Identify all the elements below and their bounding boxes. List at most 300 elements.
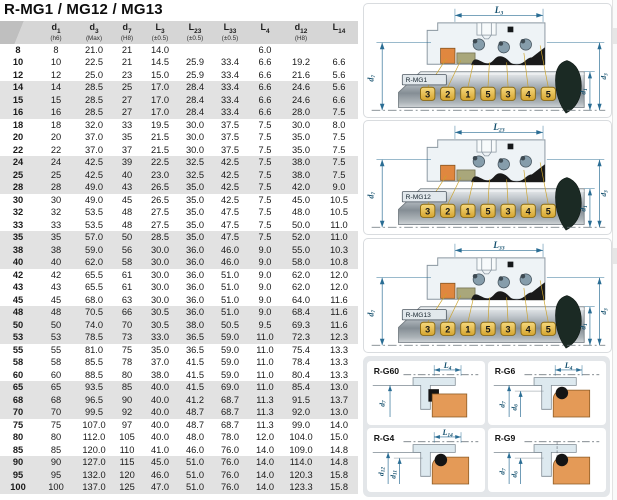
- dimension-cell: 62.0: [291, 282, 311, 293]
- dimension-cell: 85: [50, 444, 62, 455]
- dimension-cell: 14.0: [150, 44, 170, 55]
- dimension-cell: 59.0: [84, 244, 104, 255]
- dimension-cell: 37.5: [220, 119, 240, 130]
- dimension-cell: 80.4: [291, 369, 311, 380]
- svg-text:4: 4: [525, 206, 531, 217]
- dimension-cell: 12: [50, 69, 62, 80]
- dimension-cell: 49.0: [84, 194, 104, 205]
- dimension-cell: 109.0: [289, 444, 313, 455]
- table-row: [0, 119, 358, 132]
- dimension-cell: 38: [50, 244, 62, 255]
- svg-text:5: 5: [545, 324, 551, 335]
- svg-text:1: 1: [465, 89, 471, 100]
- dimension-cell: 21: [121, 57, 133, 68]
- dimension-cell: 11.0: [256, 344, 274, 355]
- svg-text:4: 4: [525, 324, 531, 335]
- dimension-cell: 68: [50, 394, 62, 405]
- dimension-cell: 41.2: [185, 394, 205, 405]
- dimension-cell: 11.0: [330, 219, 348, 230]
- dimension-cell: 95: [50, 469, 62, 480]
- dimensions-table: [0, 21, 358, 494]
- dimension-cell: 114.0: [289, 457, 313, 468]
- table-row: [0, 331, 358, 344]
- dimension-cell: 33.4: [220, 107, 240, 118]
- dimension-cell: 107.0: [82, 419, 106, 430]
- dimension-cell: 55.0: [291, 244, 311, 255]
- row-size-cell: 43: [12, 282, 24, 293]
- dimension-cell: 21.5: [150, 144, 170, 155]
- dimension-cell: 99.0: [291, 419, 311, 430]
- dimension-cell: 11.6: [330, 307, 348, 318]
- dimension-cell: 105: [119, 432, 135, 443]
- dimension-cell: 120: [119, 469, 135, 480]
- dimension-cell: 37.0: [150, 357, 170, 368]
- dimension-cell: 57.0: [84, 232, 104, 243]
- dimension-cell: 37.5: [220, 132, 240, 143]
- row-size-cell: 30: [12, 194, 24, 205]
- dimension-cell: 5.6: [332, 69, 346, 80]
- dimension-cell: 32.5: [185, 169, 205, 180]
- dimension-cell: 25: [121, 82, 133, 93]
- dimension-cell: 21.5: [150, 132, 170, 143]
- dimension-cell: 68.7: [220, 419, 240, 430]
- dimension-cell: 48.7: [185, 407, 205, 418]
- dimension-cell: 127.0: [82, 457, 106, 468]
- row-size-cell: 32: [12, 207, 24, 218]
- column-header: $d_7$ (H8): [112, 21, 142, 44]
- dimension-cell: 37: [121, 144, 133, 155]
- dimension-cell: 9.0: [258, 269, 272, 280]
- dimension-cell: 48.0: [185, 432, 205, 443]
- dimension-cell: 7.5: [258, 157, 272, 168]
- dimension-cell: 38.0: [291, 169, 311, 180]
- dimension-cell: 62.0: [291, 269, 311, 280]
- dimension-cell: 61: [121, 269, 133, 280]
- dimension-cell: 17.0: [150, 107, 170, 118]
- dim-d7-label: d7: [366, 192, 377, 199]
- dimension-cell: 12.0: [255, 432, 275, 443]
- table-row: [0, 69, 358, 82]
- dimension-cell: 32.5: [185, 157, 205, 168]
- dimension-cell: 48.0: [291, 207, 311, 218]
- dimension-cell: 78: [121, 357, 133, 368]
- dimension-cell: 33: [121, 119, 133, 130]
- dimension-cell: 92: [121, 407, 133, 418]
- dimension-cell: 75.4: [291, 344, 311, 355]
- dimension-cell: 37.5: [220, 144, 240, 155]
- row-size-cell: 14: [12, 82, 24, 93]
- table-row: [0, 444, 358, 457]
- svg-text:2: 2: [445, 324, 451, 335]
- svg-text:5: 5: [485, 89, 491, 100]
- dimension-cell: [178, 44, 212, 57]
- dimension-cell: 19.2: [291, 57, 311, 68]
- dimension-cell: 23.0: [150, 169, 170, 180]
- svg-text:3: 3: [425, 324, 431, 335]
- dimension-cell: 56: [121, 244, 133, 255]
- dim-d7-label: d7: [497, 468, 508, 475]
- dimension-cell: 36.0: [185, 282, 205, 293]
- dimension-cell: 11.0: [256, 357, 274, 368]
- dimension-cell: 70.5: [84, 307, 104, 318]
- dimension-cell: 20: [50, 132, 62, 143]
- dimension-cell: 33.0: [150, 332, 170, 343]
- dimension-cell: 132.0: [82, 469, 106, 480]
- dimension-cell: 33.4: [220, 57, 240, 68]
- svg-text:5: 5: [485, 324, 491, 335]
- row-size-cell: 20: [12, 132, 24, 143]
- dimension-cell: 26.5: [150, 182, 170, 193]
- dimension-cell: 24: [50, 157, 62, 168]
- dimension-cell: 68.0: [84, 294, 104, 305]
- dimension-cell: 76.0: [220, 482, 240, 493]
- dimension-cell: 46.0: [220, 244, 240, 255]
- dimension-cell: 27.5: [150, 207, 170, 218]
- dimension-cell: 78.4: [291, 357, 311, 368]
- dimension-cell: 80: [50, 432, 62, 443]
- seat-diagram-r-g4: [367, 428, 485, 492]
- dimension-cell: 49.0: [84, 182, 104, 193]
- column-header: $L_{33}$ (±0.5): [212, 21, 248, 44]
- dimension-cell: 46.0: [185, 444, 205, 455]
- dim-d1-label: d1: [578, 323, 589, 330]
- row-size-cell: 80: [12, 432, 24, 443]
- dimension-cell: 30.5: [150, 319, 170, 330]
- dim-d1-label: d1: [578, 88, 589, 95]
- row-size-cell: 24: [12, 157, 24, 168]
- dimension-cell: 23: [121, 69, 133, 80]
- dim-d11-label: d11: [388, 469, 399, 479]
- dimension-cell: 36.0: [185, 257, 205, 268]
- dimension-cell: 6.6: [332, 57, 346, 68]
- table-row: [0, 156, 358, 169]
- dimension-cell: 15: [50, 94, 62, 105]
- page-edge: [612, 0, 617, 500]
- dimension-cell: 51.0: [220, 269, 240, 280]
- dimension-cell: 68.7: [220, 394, 240, 405]
- seat-diagram-r-g9: [488, 428, 606, 492]
- dimension-cell: 25.9: [185, 69, 205, 80]
- dimension-cell: 45.0: [150, 457, 170, 468]
- table-row: [0, 244, 358, 257]
- dimension-cell: 22: [50, 144, 62, 155]
- row-size-cell: 65: [12, 382, 24, 393]
- dimension-cell: 17.0: [150, 82, 170, 93]
- dimension-cell: 11.0: [256, 332, 274, 343]
- dimension-cell: 125: [119, 482, 135, 493]
- table-row: [0, 369, 358, 382]
- dimension-cell: 75: [50, 419, 62, 430]
- dimension-cell: 9.0: [258, 257, 272, 268]
- svg-text:2: 2: [445, 89, 451, 100]
- dimension-cell: 30.0: [150, 244, 170, 255]
- dimension-cell: 68.4: [291, 307, 311, 318]
- seat-model-label: R-G60: [373, 365, 400, 376]
- dimension-cell: 30.0: [185, 119, 205, 130]
- svg-text:3: 3: [425, 89, 431, 100]
- dimension-cell: 40.0: [150, 419, 170, 430]
- dim-d6-label: d6: [509, 404, 520, 411]
- dimension-cell: 16: [50, 107, 62, 118]
- row-size-cell: 60: [12, 369, 24, 380]
- dimension-cell: 28.5: [84, 107, 104, 118]
- dimension-cell: 35.0: [150, 344, 170, 355]
- table-row: [0, 206, 358, 219]
- dimension-cell: 37.0: [84, 144, 104, 155]
- dimension-cell: 11.0: [330, 232, 348, 243]
- svg-text:4: 4: [525, 89, 531, 100]
- dimension-cell: 32: [50, 207, 62, 218]
- seal-model-label: R-MG12: [405, 194, 431, 202]
- seat-diagram-r-g6: [488, 361, 606, 425]
- table-row: [0, 169, 358, 182]
- dimension-cell: 81.0: [84, 344, 104, 355]
- dimension-cell: 27: [121, 107, 133, 118]
- dimension-cell: 35.0: [291, 132, 311, 143]
- dimension-cell: 11.0: [256, 369, 274, 380]
- dimension-cell: 30.0: [185, 132, 205, 143]
- column-header: $L_4$: [248, 21, 282, 44]
- dimension-cell: 9.0: [258, 244, 272, 255]
- dimension-cell: 11.3: [256, 419, 274, 430]
- dimension-cell: 66: [121, 307, 133, 318]
- dimension-cell: 14: [50, 82, 62, 93]
- dimension-cell: 25.9: [185, 57, 205, 68]
- dimension-cell: 110: [119, 444, 135, 455]
- dimension-cell: 6.6: [258, 82, 272, 93]
- dimension-cell: 35.0: [185, 194, 205, 205]
- dimension-cell: 76.0: [220, 457, 240, 468]
- dimension-cell: 85: [121, 382, 133, 393]
- dimension-cell: 43: [121, 182, 133, 193]
- row-size-cell: 10: [12, 57, 24, 68]
- dim-d3-label: d3: [599, 308, 610, 315]
- dimension-cell: 51.0: [185, 482, 205, 493]
- dimension-cell: 6.6: [258, 69, 272, 80]
- seat-model-label: R-G4: [373, 432, 395, 443]
- dimension-cell: 39: [121, 157, 133, 168]
- diagram-r-mg1: [363, 3, 612, 118]
- row-size-cell: 100: [10, 482, 26, 493]
- table-row: [0, 106, 358, 119]
- dimension-cell: 38.0: [291, 157, 311, 168]
- dimension-cell: 36.0: [185, 269, 205, 280]
- dimension-cell: 99.5: [84, 407, 104, 418]
- table-row: [0, 469, 358, 482]
- diagram-r-mg13: [363, 238, 612, 353]
- dimension-cell: 28.5: [84, 82, 104, 93]
- table-row: [0, 269, 358, 282]
- dimension-cell: 8.0: [332, 119, 346, 130]
- dimension-cell: 22.5: [84, 57, 104, 68]
- dimension-cell: 30: [50, 194, 62, 205]
- row-size-cell: 70: [12, 407, 24, 418]
- dimension-cell: [282, 44, 320, 57]
- dimension-cell: 104.0: [289, 432, 313, 443]
- dimension-cell: 30.5: [150, 307, 170, 318]
- dimension-cell: 68.7: [220, 407, 240, 418]
- seal-cross-section-mg13: [364, 240, 611, 350]
- dimension-cell: 14.0: [255, 469, 275, 480]
- table-row: [0, 231, 358, 244]
- dimension-cell: 35.0: [185, 182, 205, 193]
- diagram-r-mg12: [363, 120, 612, 235]
- dimension-cell: 28.4: [185, 107, 205, 118]
- row-size-cell: 35: [12, 232, 24, 243]
- row-size-cell: 58: [12, 357, 24, 368]
- dimension-cell: 73: [121, 332, 133, 343]
- dimension-cell: 17.0: [150, 94, 170, 105]
- dimension-cell: 60: [50, 369, 62, 380]
- dim-d12-label: d12: [376, 466, 387, 477]
- dimension-cell: 53.5: [84, 219, 104, 230]
- dimension-cell: 9.0: [258, 282, 272, 293]
- dimension-cell: 65: [50, 382, 62, 393]
- dimension-cell: 74.0: [84, 319, 104, 330]
- table-row: [0, 356, 358, 369]
- dimension-cell: 21.0: [84, 44, 104, 55]
- table-row: [0, 131, 358, 144]
- dimension-cell: 28.5: [84, 94, 104, 105]
- table-row: [0, 144, 358, 157]
- dimension-cell: 10.3: [329, 244, 349, 255]
- dimension-cell: 40.0: [150, 394, 170, 405]
- dimension-cell: 21.6: [291, 69, 311, 80]
- dimension-cell: 40: [50, 257, 62, 268]
- dimension-cell: 62.0: [84, 257, 104, 268]
- dimension-cell: 50.0: [291, 219, 311, 230]
- dimension-cell: 13.3: [329, 344, 349, 355]
- dimension-cell: 52.0: [291, 232, 311, 243]
- row-size-cell: 8: [15, 44, 21, 55]
- dimension-cell: 13.3: [329, 369, 349, 380]
- svg-text:5: 5: [545, 206, 551, 217]
- dimension-cell: 22.5: [150, 157, 170, 168]
- dimension-cell: 25.0: [84, 69, 104, 80]
- dimension-cell: 6.6: [258, 94, 272, 105]
- dimension-cell: 48: [121, 207, 133, 218]
- column-header: $d_{12}$ (H8): [282, 21, 320, 44]
- dimension-cell: 7.5: [258, 119, 272, 130]
- dimension-cell: 7.5: [332, 132, 346, 143]
- dimension-cell: 18: [50, 119, 62, 130]
- seal-model-label: R-MG13: [405, 312, 431, 320]
- dimension-cell: 25: [50, 169, 62, 180]
- dimension-cell: 85.4: [291, 382, 311, 393]
- dimension-cell: 45: [121, 194, 133, 205]
- dimension-cell: 6.6: [258, 57, 272, 68]
- dimension-cell: 11.3: [256, 407, 274, 418]
- dimension-cell: 28.4: [185, 82, 205, 93]
- dimension-cell: 13.7: [329, 394, 349, 405]
- dimension-cell: 80: [121, 369, 133, 380]
- dimension-cell: 51.0: [185, 469, 205, 480]
- dimension-cell: 10.8: [329, 257, 349, 268]
- dimension-cell: 51.0: [220, 282, 240, 293]
- row-size-cell: 40: [12, 257, 24, 268]
- dimension-cell: 76.0: [220, 444, 240, 455]
- dimension-cell: 112.0: [82, 432, 106, 443]
- dimension-cell: 50: [50, 319, 62, 330]
- dimension-cell: 58: [121, 257, 133, 268]
- dimension-cell: 48: [121, 219, 133, 230]
- dimension-cell: 7.5: [258, 169, 272, 180]
- dim-d3-label: d3: [599, 190, 610, 197]
- dim-d1-label: d1: [578, 205, 589, 212]
- dimension-cell: 11.0: [256, 382, 274, 393]
- column-header: $L_3$ (±0.5): [142, 21, 178, 44]
- dim-l3-label: L3: [494, 5, 504, 17]
- row-size-cell: 55: [12, 344, 24, 355]
- dimension-cell: 6.0: [258, 44, 272, 55]
- dimension-cell: 24.6: [291, 82, 311, 93]
- dimension-cell: 42.5: [220, 194, 240, 205]
- page-title: R-MG1 / MG12 / MG13: [4, 1, 163, 18]
- column-header: $d_3$ (Max): [76, 21, 112, 44]
- seal-cross-section-mg12: [364, 122, 611, 232]
- row-size-cell: 75: [12, 419, 24, 430]
- dimension-cell: 24.6: [291, 94, 311, 105]
- dimension-cell: 9.5: [258, 319, 272, 330]
- dimension-cell: 41.5: [185, 382, 205, 393]
- row-size-cell: 53: [12, 332, 24, 343]
- dimension-cell: 42.5: [84, 169, 104, 180]
- dimension-cell: 53: [50, 332, 62, 343]
- dimension-cell: 58: [50, 357, 62, 368]
- dimension-cell: 53.5: [84, 207, 104, 218]
- dimension-cell: 5.6: [332, 82, 346, 93]
- row-size-cell: 18: [12, 119, 24, 130]
- table-row: [0, 381, 358, 394]
- dimension-cell: 36.0: [185, 244, 205, 255]
- table-row: [0, 256, 358, 269]
- dimension-cell: 45.0: [291, 194, 311, 205]
- dimension-cell: 120.0: [82, 444, 106, 455]
- table-row: [0, 294, 358, 307]
- dimension-cell: 27.5: [150, 219, 170, 230]
- dimension-cell: 100: [48, 482, 64, 493]
- column-header: [0, 21, 36, 44]
- dimension-cell: 137.0: [82, 482, 106, 493]
- seat-model-label: R-G9: [494, 432, 516, 443]
- svg-text:1: 1: [465, 324, 471, 335]
- dimension-cell: 38.0: [185, 319, 205, 330]
- dimension-cell: 42.5: [220, 182, 240, 193]
- dimension-cell: 12.3: [329, 332, 349, 343]
- dimension-cell: 15.0: [150, 69, 170, 80]
- dimension-cell: 50.5: [220, 319, 240, 330]
- dimension-cell: 14.8: [329, 457, 349, 468]
- table-row: [0, 419, 358, 432]
- dimension-cell: 58.0: [291, 257, 311, 268]
- table-row: [0, 44, 358, 57]
- dimension-cell: 75: [121, 344, 133, 355]
- table-row: [0, 56, 358, 69]
- dimension-cell: 9.0: [332, 182, 346, 193]
- dimension-cell: 91.5: [291, 394, 311, 405]
- row-size-cell: 16: [12, 107, 24, 118]
- dimension-cell: 69.0: [220, 382, 240, 393]
- dimension-cell: 40.0: [150, 432, 170, 443]
- svg-text:1: 1: [465, 206, 471, 217]
- dimension-cell: 64.0: [291, 294, 311, 305]
- dimension-cell: 32.0: [84, 119, 104, 130]
- dimension-cell: 11.6: [330, 294, 348, 305]
- svg-text:3: 3: [505, 206, 511, 217]
- dimension-cell: 38.0: [150, 369, 170, 380]
- dimension-cell: 13.0: [329, 382, 349, 393]
- dim-d7-label: d7: [497, 401, 508, 408]
